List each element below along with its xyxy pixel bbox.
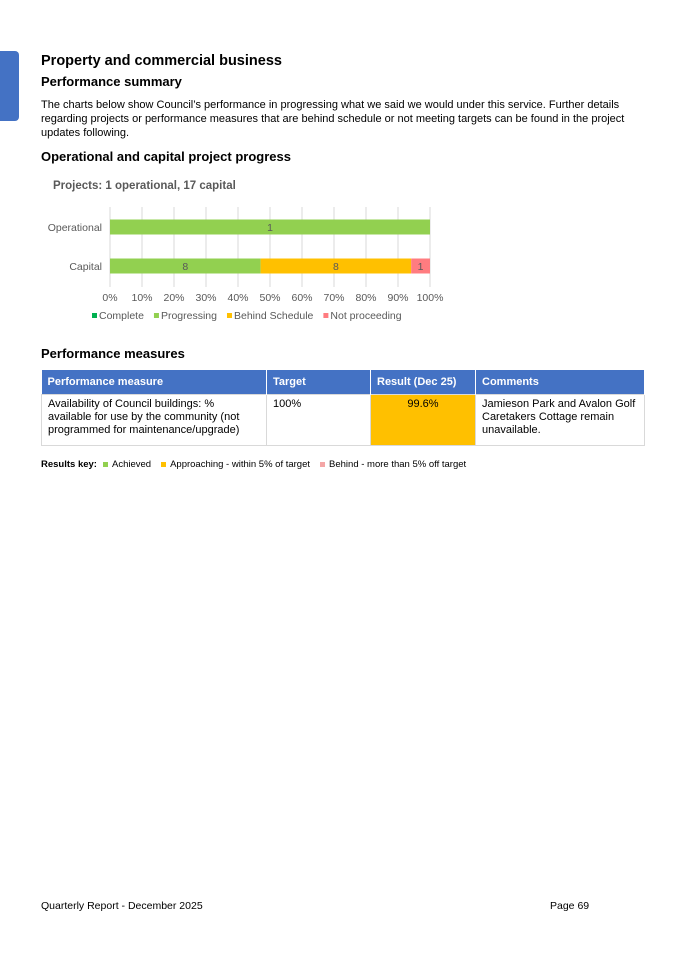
x-tick-label: 0% <box>102 292 118 304</box>
data-label: 1 <box>267 222 273 234</box>
results-key-label: Results key: <box>41 459 97 470</box>
project-progress-chart <box>0 195 675 340</box>
header-result: Result (Dec 25) <box>371 370 476 395</box>
measure-cell: Availability of Council buildings: % available for use by the community (not programmed for maintenance/upgrade) <box>42 395 267 446</box>
x-tick-label: 50% <box>259 292 281 304</box>
summary-heading: Performance summary <box>41 74 182 89</box>
data-label: 1 <box>417 261 424 273</box>
key-item-label: Achieved <box>111 459 152 470</box>
x-tick-label: 40% <box>227 292 249 304</box>
target-cell: 100% <box>267 395 371 446</box>
legend-swatch <box>323 313 328 318</box>
legend-swatch <box>227 313 232 318</box>
category-label: Operational <box>47 222 102 234</box>
measures-heading: Performance measures <box>41 346 185 361</box>
comments-cell: Jamieson Park and Avalon Golf Caretakers Cottage remain unavailable. <box>476 395 645 446</box>
table-header-row <box>42 370 645 395</box>
x-tick-label: 100% <box>416 292 444 304</box>
legend-swatch <box>154 313 159 318</box>
header-target: Target <box>267 370 371 395</box>
header-comments: Comments <box>476 370 645 395</box>
data-label: 8 <box>182 261 189 273</box>
section-tab <box>0 51 19 121</box>
legend-swatch <box>92 313 97 318</box>
header-performance-measure: Performance measure <box>42 370 267 395</box>
chart-title: Projects: 1 operational, 17 capital <box>53 180 236 192</box>
data-label: 8 <box>332 261 339 273</box>
table-row <box>42 395 645 446</box>
category-label: Capital <box>69 261 102 273</box>
progress-heading: Operational and capital project progress <box>41 149 291 164</box>
key-item-label: Behind - more than 5% off target <box>329 459 467 470</box>
page-title: Property and commercial business <box>41 53 282 69</box>
achieved-swatch-icon <box>103 462 108 467</box>
x-tick-label: 10% <box>131 292 153 304</box>
key-item-approaching <box>161 459 310 470</box>
footer-report-name: Quarterly Report - December 2025 <box>41 900 203 912</box>
x-tick-label: 70% <box>323 292 345 304</box>
legend-label: Behind Schedule <box>233 310 314 322</box>
summary-text: The charts below show Council’s performance in progressing what we said we would under this service. Further details regarding projects or performance measures that are behind schedule or not meeting targets can be found in the project updates following. <box>41 99 625 139</box>
x-tick-label: 20% <box>163 292 185 304</box>
legend-label: Progressing <box>160 310 217 322</box>
footer-page-number: Page 69 <box>550 900 590 912</box>
behind-swatch-icon <box>320 462 325 467</box>
performance-measures-table <box>41 370 645 446</box>
key-item-label: Approaching - within 5% of target <box>170 459 311 470</box>
legend-label: Not proceeding <box>330 310 402 322</box>
approaching-swatch-icon <box>161 462 166 467</box>
x-tick-label: 80% <box>355 292 377 304</box>
x-tick-label: 60% <box>291 292 313 304</box>
key-item-behind <box>320 459 466 470</box>
x-tick-label: 30% <box>195 292 217 304</box>
result-cell: 99.6% <box>371 395 476 446</box>
x-tick-label: 90% <box>387 292 409 304</box>
legend-label: Complete <box>99 310 144 322</box>
results-key <box>41 459 476 470</box>
key-item-achieved <box>103 459 151 470</box>
